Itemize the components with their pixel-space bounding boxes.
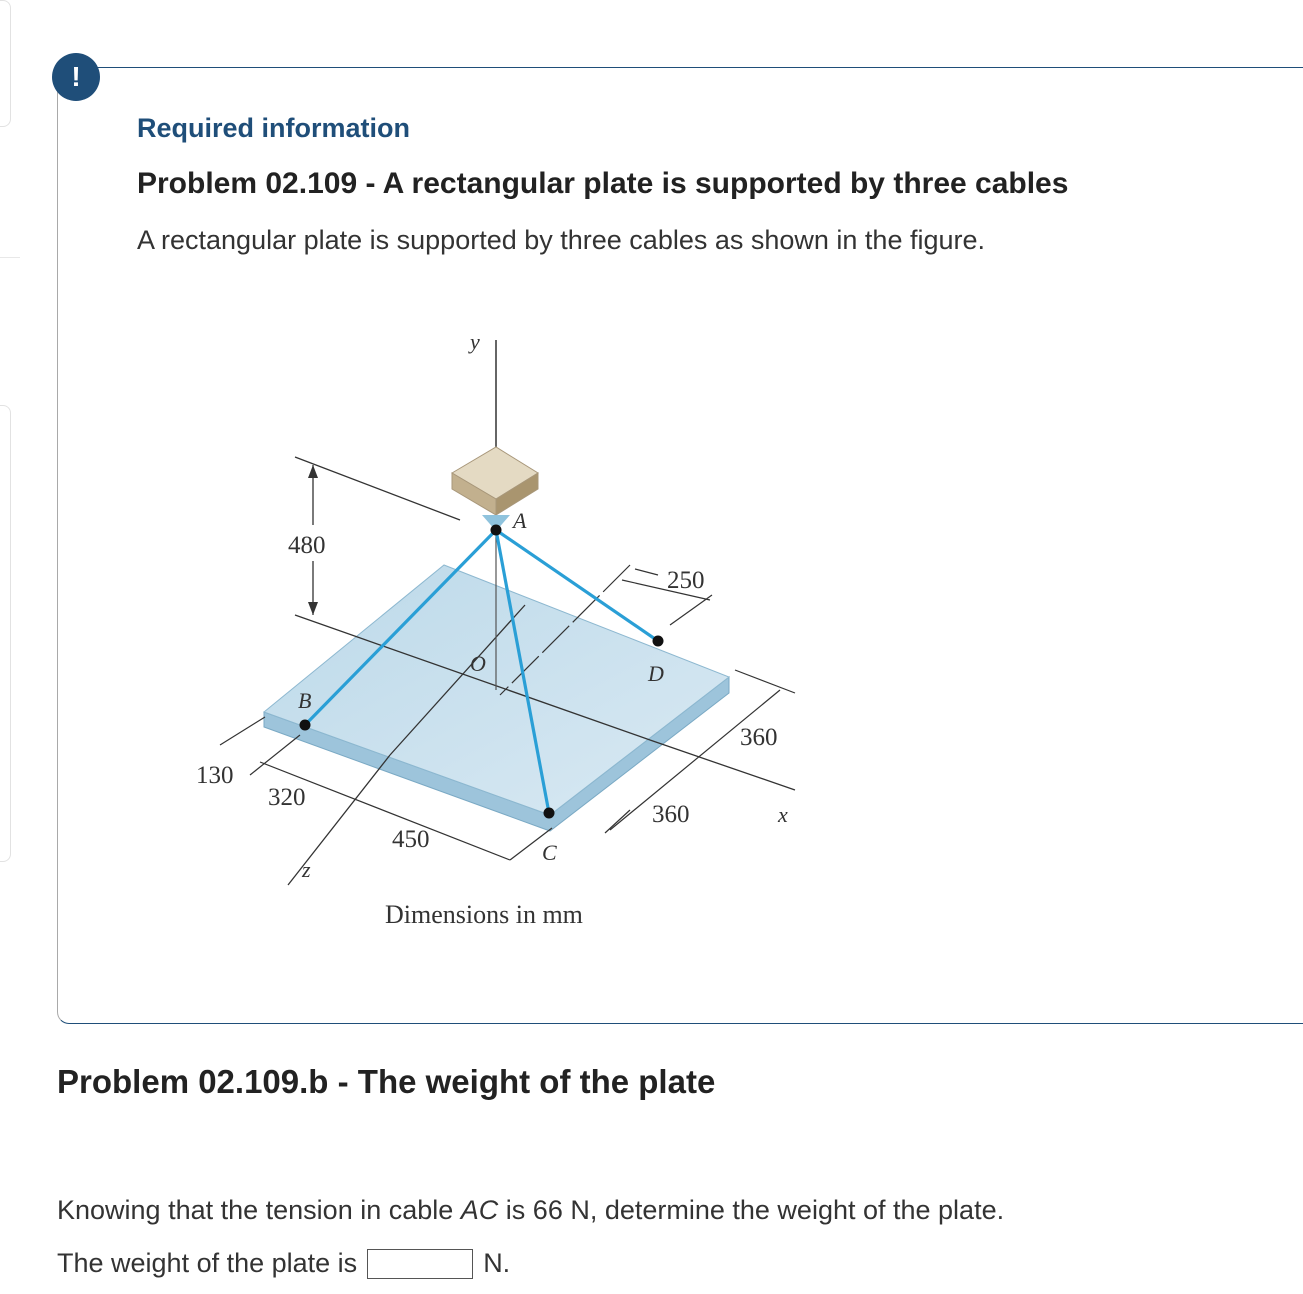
dim-320-label: 320 [268, 784, 306, 811]
label-c: C [542, 840, 557, 865]
point-a-marker [491, 525, 502, 536]
arrow-head [308, 602, 318, 615]
arrow-head [308, 465, 318, 478]
figure-caption: Dimensions in mm [385, 900, 583, 929]
weight-answer-input[interactable] [367, 1249, 473, 1279]
dim-360-right-label: 360 [740, 724, 778, 751]
plate-cable-figure [180, 325, 820, 945]
problem-description: A rectangular plate is supported by three cables as shown in the figure. [137, 225, 986, 255]
dim-360-front-label: 360 [652, 801, 690, 828]
dim-360-ext [735, 670, 795, 693]
extension-line [295, 457, 460, 520]
dim-480-label: 480 [288, 532, 326, 559]
question-var: AC [460, 1195, 499, 1225]
question-pre: Knowing that the tension in cable [57, 1195, 461, 1225]
z-axis-label: z [302, 857, 311, 882]
point-c-marker [544, 808, 555, 819]
label-b: B [298, 688, 312, 713]
required-info-heading: Required information [137, 113, 411, 143]
dim-250-label: 250 [667, 567, 705, 594]
dim-130-ext [250, 735, 300, 775]
exclamation-icon: ! [52, 53, 100, 101]
label-a: A [513, 508, 527, 533]
dim-360-ext [605, 810, 630, 833]
side-panel-edge [0, 405, 11, 862]
dim-250-ext [635, 569, 658, 575]
point-b-marker [300, 720, 311, 731]
label-o: O [470, 651, 486, 676]
dim-250-ext [670, 595, 712, 625]
answer-row [57, 1248, 510, 1279]
side-panel-edge [0, 0, 11, 127]
dim-450-label: 450 [392, 826, 430, 853]
problem-title: Problem 02.109 - A rectangular plate is supported by three cables [137, 167, 1069, 200]
x-axis-label: x [778, 802, 788, 827]
y-axis-label: y [470, 329, 480, 354]
part-b-title: Problem 02.109.b - The weight of the plate [57, 1063, 716, 1100]
dim-130-ext [220, 717, 265, 745]
dim-130-label: 130 [196, 762, 234, 789]
question-text [57, 1195, 1004, 1226]
answer-unit: N. [483, 1248, 511, 1278]
question-post: is 66 N, determine the weight of the plate. [498, 1195, 1005, 1225]
answer-label: The weight of the plate is [57, 1248, 358, 1278]
side-divider [0, 257, 20, 258]
point-d-marker [653, 636, 664, 647]
label-d: D [648, 661, 664, 686]
